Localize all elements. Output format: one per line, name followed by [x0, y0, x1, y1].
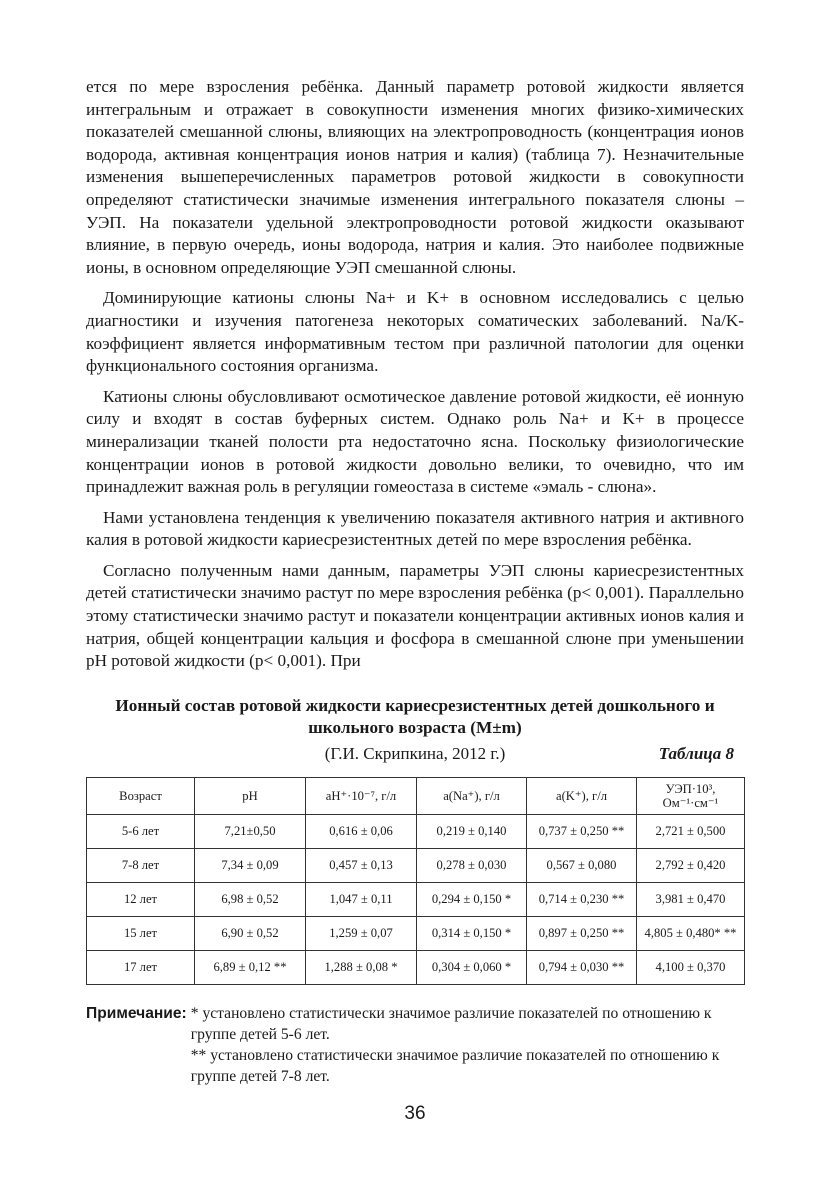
table-cell: 17 лет	[87, 950, 195, 984]
table-cell: 2,792 ± 0,420	[637, 848, 745, 882]
table-cell: 7-8 лет	[87, 848, 195, 882]
table-cell: 6,90 ± 0,52	[195, 916, 306, 950]
paragraph-5: Согласно полученным нами данным, параметры УЭП слюны кариесрезистентных детей статистически значимо растут по мере взросления ребёнка (p< 0,001). Параллельно этому статистически значимо растут и показатели концентрации активных ионов калия и натрия, общей концентрации кальция и фосфора в смешанной слюне при уменьшении pH ротовой жидкости (p< 0,001). При	[86, 560, 744, 671]
table-cell: 0,737 ± 0,250 **	[527, 814, 637, 848]
table-cell: 0,294 ± 0,150 *	[417, 882, 527, 916]
table-label: Таблица 8	[658, 743, 734, 763]
table-row	[87, 814, 745, 848]
table-cell: 15 лет	[87, 916, 195, 950]
table-cell: 6,89 ± 0,12 **	[195, 950, 306, 984]
table-row	[87, 848, 745, 882]
paragraph-1: ется по мере взросления ребёнка. Данный параметр ротовой жидкости является интегральным и отражает в совокупности изменения многих физико-химических показателей смешанной слюны, влияющих на электропроводность (концентрация ионов водорода, активная концентрация ионов натрия и калия) (таблица 7). Незначительные изменения вышеперечисленных параметров ротовой жидкости в совокупности определяют статистически значимые изменения интегрального показателя слюны – УЭП. На показатели удельной электропроводности ротовой жидкости оказывают влияние, в первую очередь, ионы водорода, натрия и калия. Это наиболее подвижные ионы, в основном определяющие УЭП смешанной слюны.	[86, 77, 744, 277]
table-source: (Г.И. Скрипкина, 2012 г.)	[324, 743, 506, 763]
page-number: 36	[404, 1103, 426, 1124]
table-cell: 3,981 ± 0,470	[637, 882, 745, 916]
table-cell: 1,047 ± 0,11	[306, 882, 417, 916]
paragraph-4: Нами установлена тенденция к увеличению показателя активного натрия и активного калия в ротовой жидкости кариесрезистентных детей по мере взросления ребёнка.	[86, 507, 744, 550]
table-title: Ионный состав ротовой жидкости кариесрезистентных детей дошкольного и школьного возраста (M±m)	[115, 695, 715, 737]
paragraph-3: Катионы слюны обусловливают осмотическое давление ротовой жидкости, её ионную силу и входят в состав буферных систем. Однако роль Na+ и K+ в процессе минерализации тканей полости рта недостаточно ясна. Поскольку физиологические концентрации ионов в ротовой жидкости довольно велики, то очевидно, что им принадлежит важная роль в регуляции гомеостаза в системе «эмаль - слюна».	[86, 386, 744, 497]
table-cell: 0,457 ± 0,13	[306, 848, 417, 882]
table-cell: 0,794 ± 0,030 **	[527, 950, 637, 984]
table-cell: 6,98 ± 0,52	[195, 882, 306, 916]
header-na: a(Na⁺), г/л	[417, 777, 527, 814]
header-ah: aH⁺·10⁻⁷, г/л	[306, 777, 417, 814]
table-cell: 0,314 ± 0,150 *	[417, 916, 527, 950]
table-cell: 0,219 ± 0,140	[417, 814, 527, 848]
table-subline	[86, 741, 744, 767]
table-cell: 1,288 ± 0,08 *	[306, 950, 417, 984]
table-cell: 2,721 ± 0,500	[637, 814, 745, 848]
header-k: a(K⁺), г/л	[527, 777, 637, 814]
note-body	[191, 1003, 744, 1087]
table-row	[87, 916, 745, 950]
table-cell: 0,567 ± 0,080	[527, 848, 637, 882]
header-uep: УЭП·10³, Ом⁻¹·см⁻¹	[637, 777, 745, 814]
table-cell: 7,21±0,50	[195, 814, 306, 848]
table-cell: 12 лет	[87, 882, 195, 916]
header-ph: pH	[195, 777, 306, 814]
table-cell: 4,805 ± 0,480* **	[637, 916, 745, 950]
data-table	[86, 777, 745, 985]
page-content	[86, 76, 744, 1087]
header-age: Возраст	[87, 777, 195, 814]
note-label: Примечание:	[86, 1004, 187, 1022]
note-line-1: * установлено статистически значимое различие показателей по отношению к группе детей 5-6 лет.	[190, 1004, 712, 1043]
table-cell: 0,714 ± 0,230 **	[527, 882, 637, 916]
table-row	[87, 882, 745, 916]
table-note	[86, 1003, 744, 1087]
table-row	[87, 950, 745, 984]
note-line-2: ** установлено статистически значимое различие показателей по отношению к группе детей 7-8 лет.	[190, 1046, 720, 1085]
table-cell: 0,278 ± 0,030	[417, 848, 527, 882]
table-cell: 1,259 ± 0,07	[306, 916, 417, 950]
table-cell: 0,616 ± 0,06	[306, 814, 417, 848]
paragraph-2: Доминирующие катионы слюны Na+ и K+ в основном исследовались с целью диагностики и изучения патогенеза некоторых соматических заболеваний. Na/K-коэффициент является информативным тестом при различной патологии для оценки функционального состояния организма.	[86, 288, 744, 376]
table-cell: 5-6 лет	[87, 814, 195, 848]
table-cell: 7,34 ± 0,09	[195, 848, 306, 882]
table-cell: 0,304 ± 0,060 *	[417, 950, 527, 984]
table-cell: 0,897 ± 0,250 **	[527, 916, 637, 950]
table-cell: 4,100 ± 0,370	[637, 950, 745, 984]
table-header-row	[87, 777, 745, 814]
